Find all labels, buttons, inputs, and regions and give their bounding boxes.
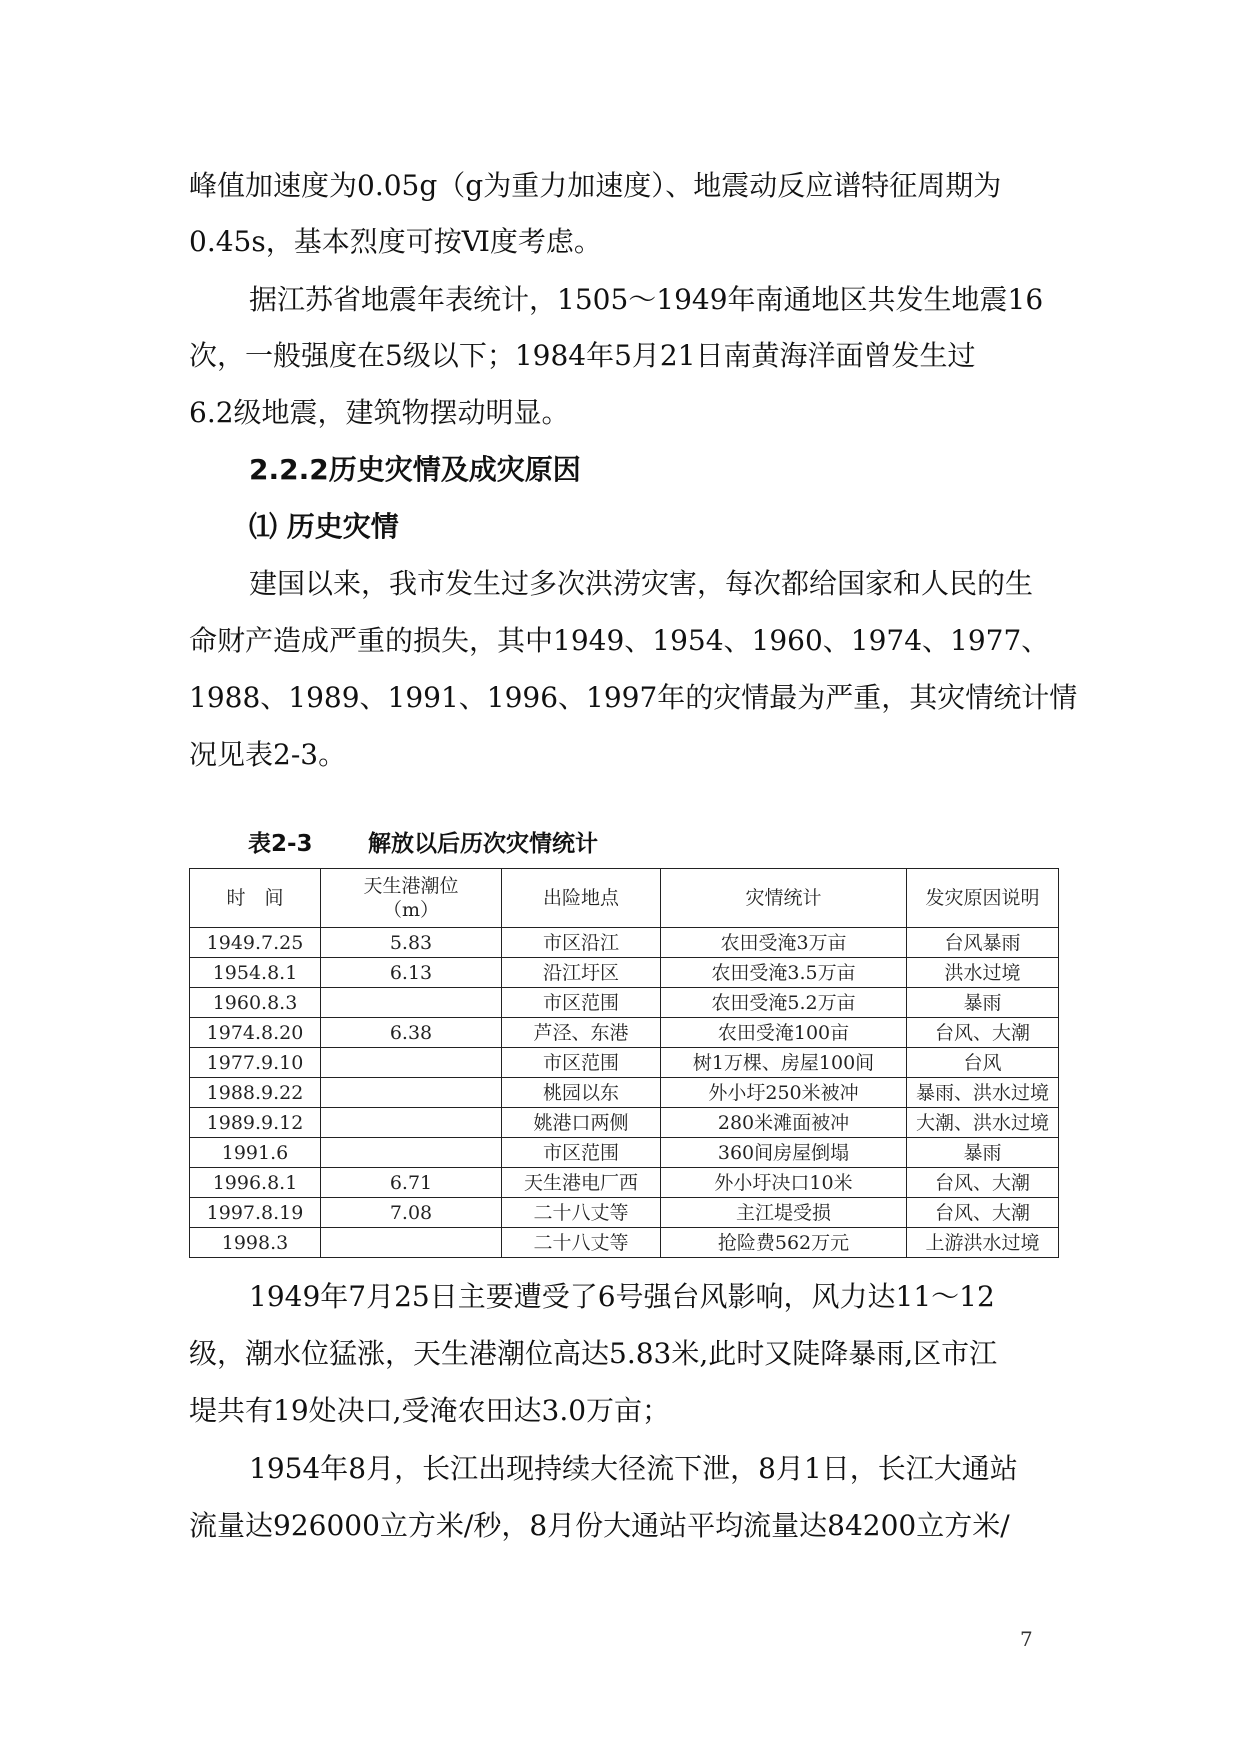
- cell-cause: 台风、大潮: [907, 1018, 1059, 1048]
- paragraph-line: 次，一般强度在5级以下；1984年5月21日南黄海洋面曾发生过: [189, 339, 976, 372]
- header-time: 时 间: [190, 869, 321, 928]
- table-row: [190, 1018, 1059, 1048]
- cell-statistics: 280米滩面被冲: [661, 1108, 907, 1138]
- cell-cause: 大潮、洪水过境: [907, 1108, 1059, 1138]
- paragraph-line: 流量达926000立方米/秒，8月份大通站平均流量达84200立方米/: [189, 1509, 1010, 1542]
- cell-tide: [321, 1048, 502, 1078]
- cell-time: 1996.8.1: [190, 1168, 321, 1198]
- header-statistics: 灾情统计: [661, 869, 907, 928]
- cell-cause: 暴雨: [907, 988, 1059, 1018]
- cell-tide: 5.83: [321, 928, 502, 958]
- header-location: 出险地点: [502, 869, 661, 928]
- paragraph-line: 级，潮水位猛涨，天生港潮位高达5.83米,此时又陡降暴雨,区市江: [189, 1337, 998, 1370]
- cell-location: 桃园以东: [502, 1078, 661, 1108]
- cell-statistics: 农田受淹3.5万亩: [661, 958, 907, 988]
- cell-location: 二十八丈等: [502, 1198, 661, 1228]
- table-row: [190, 988, 1059, 1018]
- paragraph-line: 0.45s，基本烈度可按Ⅵ度考虑。: [189, 225, 602, 258]
- page-number: 7: [1020, 1627, 1033, 1651]
- table-row: [190, 1078, 1059, 1108]
- cell-time: 1991.6: [190, 1138, 321, 1168]
- header-cause: 发灾原因说明: [907, 869, 1059, 928]
- cell-tide: [321, 1108, 502, 1138]
- cell-tide: 7.08: [321, 1198, 502, 1228]
- section-heading: 2.2.2历史灾情及成灾原因: [249, 453, 581, 486]
- cell-statistics: 农田受淹100亩: [661, 1018, 907, 1048]
- subsection-heading: ⑴ 历史灾情: [249, 510, 399, 543]
- cell-time: 1997.8.19: [190, 1198, 321, 1228]
- cell-location: 市区范围: [502, 1138, 661, 1168]
- header-tide-level: [321, 869, 502, 928]
- paragraph-line: 1949年7月25日主要遭受了6号强台风影响，风力达11～12: [249, 1280, 995, 1313]
- cell-statistics: 外小圩250米被冲: [661, 1078, 907, 1108]
- table-row: [190, 1168, 1059, 1198]
- header-tide-label: 天生港潮位: [363, 875, 459, 897]
- cell-cause: 暴雨: [907, 1138, 1059, 1168]
- cell-location: 二十八丈等: [502, 1228, 661, 1258]
- cell-statistics: 农田受淹3万亩: [661, 928, 907, 958]
- paragraph-line: 1988、1989、1991、1996、1997年的灾情最为严重，其灾情统计情: [189, 681, 1078, 714]
- cell-location: 天生港电厂西: [502, 1168, 661, 1198]
- cell-cause: 洪水过境: [907, 958, 1059, 988]
- paragraph-line: 建国以来，我市发生过多次洪涝灾害，每次都给国家和人民的生: [249, 567, 1034, 600]
- cell-location: 市区范围: [502, 988, 661, 1018]
- cell-statistics: 360间房屋倒塌: [661, 1138, 907, 1168]
- cell-cause: 台风暴雨: [907, 928, 1059, 958]
- cell-location: 市区沿江: [502, 928, 661, 958]
- cell-statistics: 外小圩决口10米: [661, 1168, 907, 1198]
- cell-location: 姚港口两侧: [502, 1108, 661, 1138]
- table-caption: [248, 829, 598, 859]
- disaster-statistics-table: [189, 868, 1059, 1258]
- table-header-row: [190, 869, 1059, 928]
- paragraph-line: 据江苏省地震年表统计，1505～1949年南通地区共发生地震16: [249, 283, 1044, 316]
- cell-cause: 台风: [907, 1048, 1059, 1078]
- table-caption-number: 表2-3: [248, 831, 313, 857]
- paragraph-line: 命财产造成严重的损失，其中1949、1954、1960、1974、1977、: [189, 624, 1050, 657]
- cell-cause: 台风、大潮: [907, 1168, 1059, 1198]
- cell-time: 1989.9.12: [190, 1108, 321, 1138]
- cell-time: 1974.8.20: [190, 1018, 321, 1048]
- cell-statistics: 农田受淹5.2万亩: [661, 988, 907, 1018]
- cell-tide: [321, 1138, 502, 1168]
- cell-tide: 6.13: [321, 958, 502, 988]
- cell-statistics: 主江堤受损: [661, 1198, 907, 1228]
- table-row: [190, 928, 1059, 958]
- cell-time: 1977.9.10: [190, 1048, 321, 1078]
- paragraph-line: 况见表2-3。: [189, 738, 347, 771]
- table-row: [190, 1048, 1059, 1078]
- paragraph-line: 峰值加速度为0.05g（g为重力加速度）、地震动反应谱特征周期为: [189, 169, 1002, 202]
- cell-tide: [321, 1228, 502, 1258]
- cell-tide: [321, 1078, 502, 1108]
- cell-tide: 6.38: [321, 1018, 502, 1048]
- header-tide-unit: （m）: [382, 899, 440, 921]
- cell-time: 1960.8.3: [190, 988, 321, 1018]
- table-row: [190, 1228, 1059, 1258]
- cell-location: 市区范围: [502, 1048, 661, 1078]
- cell-time: 1954.8.1: [190, 958, 321, 988]
- table-row: [190, 1138, 1059, 1168]
- cell-cause: 台风、大潮: [907, 1198, 1059, 1228]
- paragraph-line: 1954年8月，长江出现持续大径流下泄，8月1日，长江大通站: [249, 1452, 1018, 1485]
- cell-cause: 上游洪水过境: [907, 1228, 1059, 1258]
- table-row: [190, 958, 1059, 988]
- table-row: [190, 1198, 1059, 1228]
- paragraph-line: 6.2级地震，建筑物摆动明显。: [189, 396, 570, 429]
- cell-time: 1988.9.22: [190, 1078, 321, 1108]
- cell-location: 芦泾、东港: [502, 1018, 661, 1048]
- cell-time: 1949.7.25: [190, 928, 321, 958]
- cell-time: 1998.3: [190, 1228, 321, 1258]
- cell-cause: 暴雨、洪水过境: [907, 1078, 1059, 1108]
- cell-tide: 6.71: [321, 1168, 502, 1198]
- cell-statistics: 树1万棵、房屋100间: [661, 1048, 907, 1078]
- table-caption-title: 解放以后历次灾情统计: [368, 831, 598, 857]
- cell-tide: [321, 988, 502, 1018]
- paragraph-line: 堤共有19处决口,受淹农田达3.0万亩；: [189, 1394, 671, 1427]
- table-row: [190, 1108, 1059, 1138]
- cell-statistics: 抢险费562万元: [661, 1228, 907, 1258]
- cell-location: 沿江圩区: [502, 958, 661, 988]
